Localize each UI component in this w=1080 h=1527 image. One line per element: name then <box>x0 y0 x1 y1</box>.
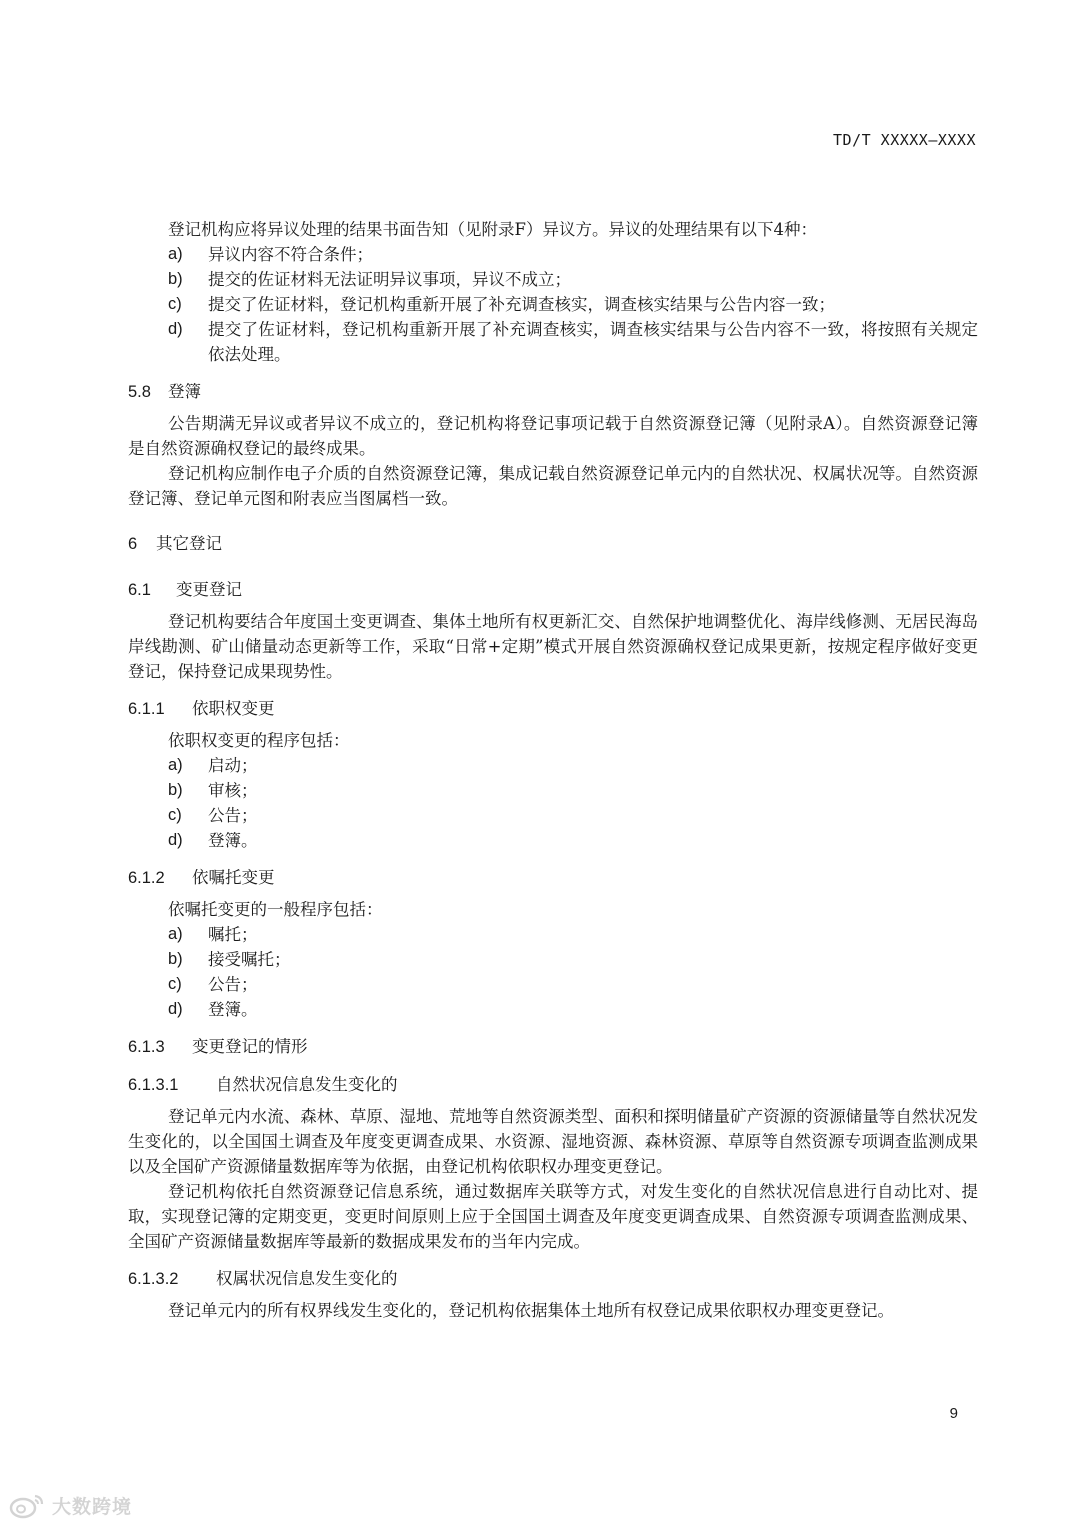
subsection-heading <box>128 1266 978 1292</box>
section-title: 依嘱托变更 <box>192 868 275 887</box>
watermark-text: 大数跨境 <box>52 1495 133 1518</box>
section-number: 6.1.1 <box>128 700 165 718</box>
list-text: 登簿。 <box>208 1000 258 1019</box>
section-number: 6.1.3.1 <box>128 1076 179 1094</box>
paragraph: 公告期满无异议或者异议不成立的，登记机构将登记事项记载于自然资源登记簿（见附录A）。自然资源登记簿是自然资源确权登记的最终成果。 <box>128 414 978 458</box>
list-item <box>128 242 978 267</box>
list-item <box>128 997 978 1022</box>
subsection-heading <box>128 1072 978 1098</box>
section-number: 6.1 <box>128 581 151 599</box>
list-text: 接受嘱托； <box>208 950 291 969</box>
subsection-heading <box>128 865 978 891</box>
list-marker: d) <box>168 1000 183 1018</box>
section-title: 依职权变更 <box>192 699 275 718</box>
section-heading <box>128 379 978 405</box>
subsection-heading <box>128 1034 978 1060</box>
section-number: 6.1.2 <box>128 869 165 887</box>
list-text: 提交了佐证材料，登记机构重新开展了补充调查核实，调查核实结果与公告内容不一致，将按照有关规定依法处理。 <box>208 320 978 364</box>
list-marker: c) <box>168 975 182 993</box>
section-heading <box>128 577 978 603</box>
section-number: 6.1.3.2 <box>128 1270 179 1288</box>
list-text: 提交的佐证材料无法证明异议事项，异议不成立； <box>208 270 571 289</box>
paragraph: 登记机构依托自然资源登记信息系统，通过数据库关联等方式，对发生变化的自然状况信息进行自动比对、提取，实现登记簿的定期变更，变更时间原则上应于全国国土调查及年度变更调查成果、自然资源专项调查监测成果、全国矿产资源储量数据库等最新的数据成果发布的当年内完成。 <box>128 1182 978 1251</box>
paragraph: 依职权变更的程序包括： <box>168 731 350 750</box>
watermark <box>8 1490 132 1520</box>
weibo-logo-icon <box>8 1490 48 1520</box>
subsection-heading <box>128 696 978 722</box>
paragraph: 依嘱托变更的一般程序包括： <box>168 900 383 919</box>
list-marker: a) <box>168 756 183 774</box>
list-marker: c) <box>168 295 182 313</box>
list-marker: b) <box>168 270 183 288</box>
list-marker: a) <box>168 925 183 943</box>
list-text: 异议内容不符合条件； <box>208 245 373 264</box>
list-item <box>128 753 978 778</box>
list-marker: d) <box>168 320 183 338</box>
chapter-title: 其它登记 <box>156 534 222 553</box>
section-number: 5.8 <box>128 383 151 401</box>
list-item <box>128 317 978 367</box>
list-text: 登簿。 <box>208 831 258 850</box>
list-text: 公告； <box>208 806 258 825</box>
list-item <box>128 803 978 828</box>
list-item <box>128 292 978 317</box>
paragraph: 登记机构应将异议处理的结果书面告知（见附录F）异议方。异议的处理结果有以下4种： <box>168 220 817 239</box>
section-number: 6.1.3 <box>128 1038 165 1056</box>
list-text: 嘱托； <box>208 925 258 944</box>
section-title: 自然状况信息发生变化的 <box>216 1075 398 1094</box>
list-item <box>128 922 978 947</box>
page-number: 9 <box>949 1405 958 1422</box>
section-title: 变更登记的情形 <box>192 1037 308 1056</box>
paragraph: 登记机构要结合年度国土变更调查、集体土地所有权更新汇交、自然保护地调整优化、海岸线修测、无居民海岛岸线勘测、矿山储量动态更新等工作，采取“日常+定期”模式开展自然资源确权登记成果更新，按规定程序做好变更登记，保持登记成果现势性。 <box>128 612 978 681</box>
paragraph: 登记单元内水流、森林、草原、湿地、荒地等自然资源类型、面积和探明储量矿产资源的资源储量等自然状况发生变化的，以全国国土调查及年度变更调查成果、水资源、湿地资源、森林资源、草原等自然资源专项调查监测成果以及全国矿产资源储量数据库等为依据，由登记机构依职权办理变更登记。 <box>128 1107 978 1176</box>
chapter-heading <box>128 531 978 557</box>
paragraph: 登记单元内的所有权界线发生变化的，登记机构依据集体土地所有权登记成果依职权办理变更登记。 <box>168 1301 894 1320</box>
chapter-number: 6 <box>128 535 138 553</box>
list-marker: b) <box>168 950 183 968</box>
page-content <box>128 217 978 1323</box>
list-item <box>128 778 978 803</box>
list-text: 公告； <box>208 975 258 994</box>
document-code: TD/T XXXXX—XXXX <box>833 131 976 149</box>
list-item <box>128 267 978 292</box>
list-marker: a) <box>168 245 183 263</box>
list-item <box>128 972 978 997</box>
section-title: 权属状况信息发生变化的 <box>216 1269 398 1288</box>
list-marker: b) <box>168 781 183 799</box>
paragraph: 登记机构应制作电子介质的自然资源登记簿，集成记载自然资源登记单元内的自然状况、权属状况等。自然资源登记簿、登记单元图和附表应当图属档一致。 <box>128 464 978 508</box>
list-marker: d) <box>168 831 183 849</box>
list-text: 提交了佐证材料，登记机构重新开展了补充调查核实，调查核实结果与公告内容一致； <box>208 295 835 314</box>
list-item <box>128 828 978 853</box>
section-title: 登簿 <box>168 382 201 401</box>
list-marker: c) <box>168 806 182 824</box>
list-text: 审核； <box>208 781 258 800</box>
section-title: 变更登记 <box>176 580 242 599</box>
list-item <box>128 947 978 972</box>
list-text: 启动； <box>208 756 258 775</box>
